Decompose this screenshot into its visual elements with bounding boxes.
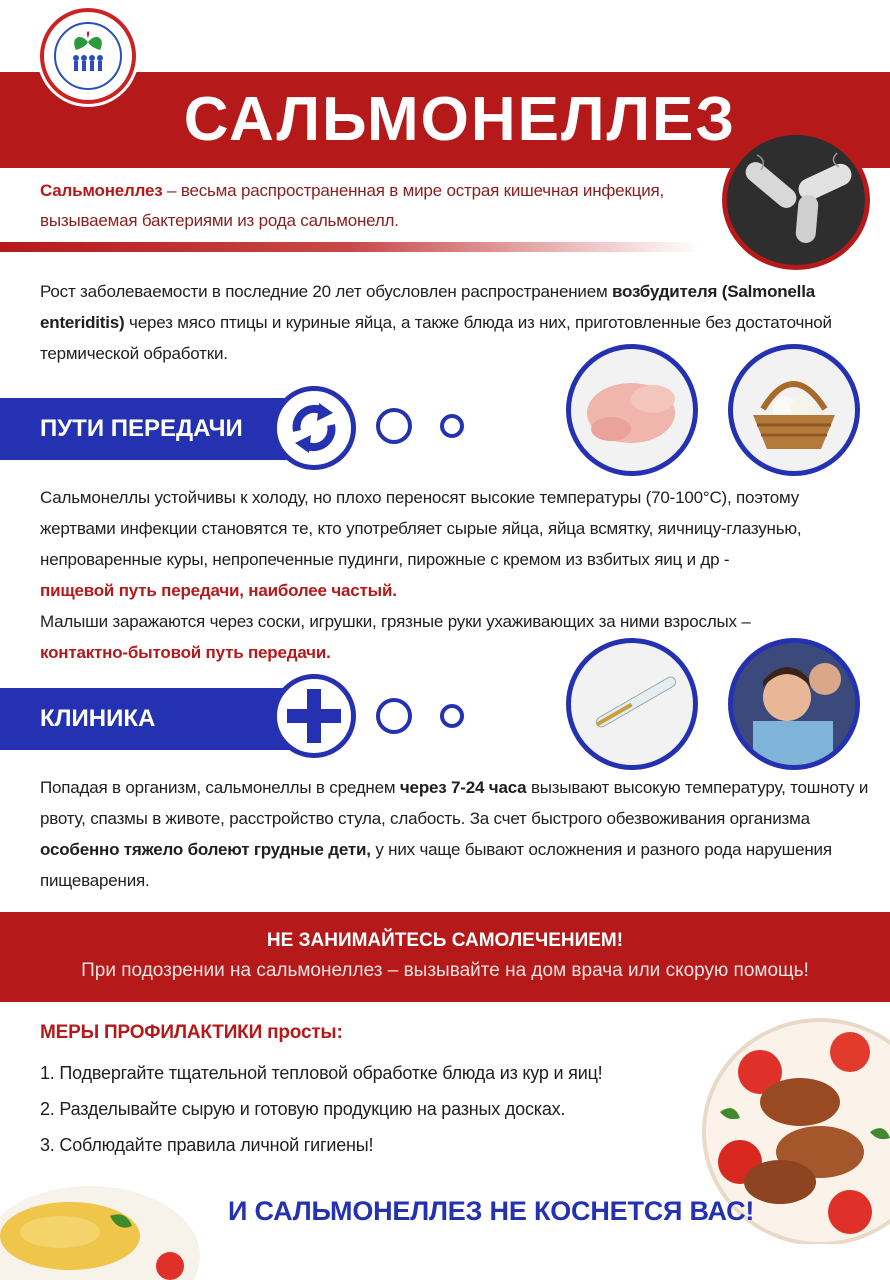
clinic-band bbox=[0, 688, 310, 750]
sick-child-image bbox=[728, 638, 860, 770]
clinic-text-1: Попадая в организм, сальмонеллы в среднем bbox=[40, 778, 400, 797]
decor-ring-small bbox=[440, 704, 464, 728]
food-route: пищевой путь передачи, наиболее частый. bbox=[40, 581, 397, 600]
thermometer-image bbox=[566, 638, 698, 770]
warning-heading: НЕ ЗАНИМАЙТЕСЬ САМОЛЕЧЕНИЕМ! bbox=[266, 930, 624, 951]
growth-text-2: через мясо птицы и куриные яйца, а также блюда из них, приготовленные без достаточной термической обработки. bbox=[40, 313, 832, 363]
prevention-heading-red: МЕРЫ ПРОФИЛАКТИКИ bbox=[40, 1022, 263, 1043]
transmission-paragraph bbox=[40, 482, 878, 668]
refresh-icon bbox=[272, 386, 356, 470]
clinic-timing: через 7-24 часа bbox=[399, 778, 527, 797]
clinic-paragraph bbox=[40, 772, 878, 896]
transmission-text-1: Сальмонеллы устойчивы к холоду, но плохо переносят высокие температуры (70-100°С), поэтому жертвами инфекции становятся те, кто употребляет сырые яйца, яйца всмятку, яичницу-глазунью, непроваренные куры, непропеченные пудинги, пирожные с кремом из взбитых яиц и др - bbox=[40, 488, 802, 569]
clinic-text-2: вызывают высокую температуру, тошноту и рвоту, спазмы в животе, расстройство стула, слабость. За счет быстрого обезвоживания организма bbox=[40, 778, 869, 828]
warning-banner bbox=[0, 912, 890, 1002]
page-title: САЛЬМОНЕЛЛЕЗ bbox=[183, 85, 737, 154]
list-item: 1. Подвергайте тщательной тепловой обработке блюда из кур и яиц! bbox=[40, 1063, 603, 1083]
contact-route: контактно-бытовой путь передачи. bbox=[40, 643, 331, 662]
bacteria-image bbox=[722, 130, 870, 270]
decor-ring-large bbox=[376, 698, 412, 734]
closing-slogan: И САЛЬМОНЕЛЛЕЗ НЕ КОСНЕТСЯ ВАС! bbox=[228, 1196, 755, 1226]
prevention-heading bbox=[40, 1022, 343, 1044]
egg-basket-image bbox=[728, 344, 860, 476]
plus-icon bbox=[272, 674, 356, 758]
logo-emblem bbox=[40, 8, 136, 104]
transmission-text-2: Малыши заражаются через соски, игрушки, грязные руки ухаживающих за ними взрослых – bbox=[40, 612, 751, 631]
intro-text bbox=[40, 176, 680, 236]
growth-pathogen: возбудителя (Salmonella enteriditis) bbox=[40, 282, 815, 332]
list-item: 2. Разделывайте сырую и готовую продукцию на разных досках. bbox=[40, 1099, 566, 1119]
omelette-image bbox=[0, 1176, 200, 1280]
transmission-heading: ПУТИ ПЕРЕДАЧИ bbox=[40, 415, 243, 442]
divider bbox=[0, 242, 700, 252]
growth-text-1: Рост заболеваемости в последние 20 лет обусловлен распространением bbox=[40, 282, 612, 301]
clinic-heading: КЛИНИКА bbox=[40, 705, 156, 732]
prevention-list bbox=[40, 1055, 602, 1163]
prevention-heading-rest: просты: bbox=[262, 1022, 343, 1043]
warning-text: При подозрении на сальмонеллез – вызывайте на дом врача или скорую помощь! bbox=[81, 960, 809, 981]
growth-paragraph bbox=[40, 276, 872, 369]
chicken-image bbox=[566, 344, 698, 476]
decor-ring-large bbox=[376, 408, 412, 444]
clinic-text-3: у них чаще бывают осложнения и разного рода нарушения пищеварения. bbox=[40, 840, 832, 890]
list-item: 3. Соблюдайте правила личной гигиены! bbox=[40, 1135, 374, 1155]
intro-term: Сальмонеллез bbox=[40, 181, 163, 200]
transmission-band bbox=[0, 398, 310, 460]
decor-ring-small bbox=[440, 414, 464, 438]
intro-definition: – весьма распространенная в мире острая кишечная инфекция, вызываемая бактериями из рода сальмонелл. bbox=[40, 181, 665, 230]
clinic-infants: особенно тяжело болеют грудные дети, bbox=[40, 840, 371, 859]
